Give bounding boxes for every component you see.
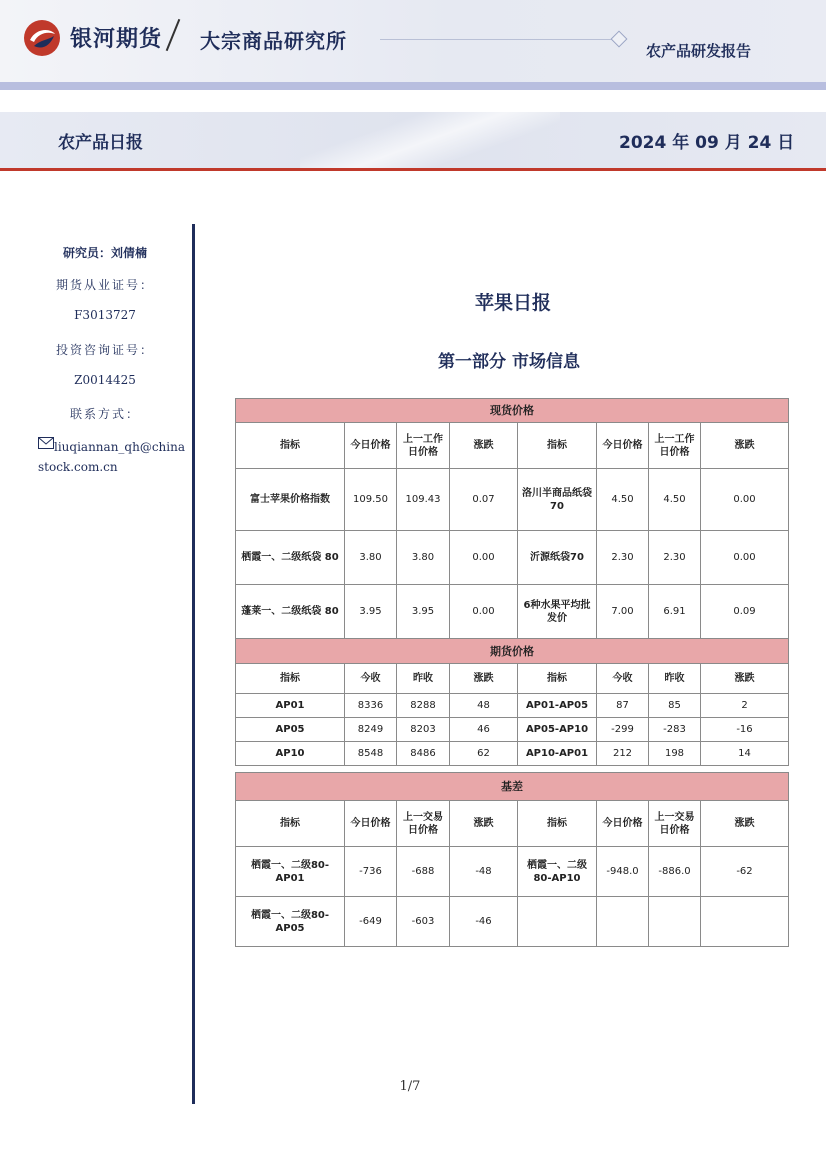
cell: 3.95 (397, 585, 450, 639)
section-title: 第一部分 市场信息 (438, 352, 580, 372)
cell: 8548 (345, 742, 397, 766)
cell: 46 (450, 718, 518, 742)
cell: 2 (701, 694, 789, 718)
table-header-row (236, 801, 789, 847)
table-row (236, 847, 789, 897)
header-cell: 涨跌 (701, 423, 789, 469)
header-cell: 涨跌 (701, 801, 789, 847)
cell: 栖霞一、二级80-AP05 (236, 897, 345, 947)
basis-table (235, 772, 789, 947)
futures-cert-number: F3013727 (74, 308, 136, 322)
header-cell: 上一工作日价格 (649, 423, 701, 469)
table-row (236, 585, 789, 639)
header-cell: 指标 (236, 801, 345, 847)
header-cell: 昨收 (397, 664, 450, 694)
cell: 2.30 (649, 531, 701, 585)
cell: 栖霞一、二级80-AP10 (518, 847, 597, 897)
table-row (236, 469, 789, 531)
cell: 85 (649, 694, 701, 718)
cell (701, 897, 789, 947)
header-cell: 指标 (236, 423, 345, 469)
page-number: 1/7 (399, 1079, 421, 1094)
cell: -649 (345, 897, 397, 947)
cell: 109.50 (345, 469, 397, 531)
cell: -603 (397, 897, 450, 947)
cell: 14 (701, 742, 789, 766)
consult-cert-label: 投资咨询证号： (55, 343, 154, 357)
cell: -299 (597, 718, 649, 742)
table-row (236, 897, 789, 947)
cell: 109.43 (397, 469, 450, 531)
cell: 栖霞一、二级80-AP01 (236, 847, 345, 897)
cell: 2.30 (597, 531, 649, 585)
researcher-name: 研究员：刘倩楠 (62, 246, 147, 260)
company-name: 银河期货 (70, 27, 163, 52)
header-cell: 今收 (597, 664, 649, 694)
header-cell: 今日价格 (345, 423, 397, 469)
table-row (236, 718, 789, 742)
table-header-row (236, 664, 789, 694)
header-stripe (0, 82, 826, 90)
cell: AP05-AP10 (518, 718, 597, 742)
futures-price-table (235, 638, 789, 766)
cell: 沂源纸袋70 (518, 531, 597, 585)
cell: AP10 (236, 742, 345, 766)
cell: 4.50 (649, 469, 701, 531)
cell: 6种水果平均批发价 (518, 585, 597, 639)
cell: 7.00 (597, 585, 649, 639)
cell: 洛川半商品纸袋70 (518, 469, 597, 531)
cell: AP10-AP01 (518, 742, 597, 766)
table-row (236, 531, 789, 585)
cell: AP01 (236, 694, 345, 718)
cell: 富士苹果价格指数 (236, 469, 345, 531)
header-cell: 今收 (345, 664, 397, 694)
subheader-decoration (300, 112, 560, 168)
cell: 87 (597, 694, 649, 718)
header-cell: 上一交易日价格 (397, 801, 450, 847)
cell: 0.09 (701, 585, 789, 639)
cell: 8288 (397, 694, 450, 718)
header-cell: 涨跌 (450, 423, 518, 469)
cell: 蓬莱一、二级纸袋 80 (236, 585, 345, 639)
cell: 4.50 (597, 469, 649, 531)
cell: 8336 (345, 694, 397, 718)
sidebar-divider (192, 224, 195, 1104)
institute-name: 大宗商品研究所 (200, 29, 347, 53)
header-cell: 指标 (518, 801, 597, 847)
cell: -886.0 (649, 847, 701, 897)
cell (518, 897, 597, 947)
spot-price-table (235, 398, 789, 639)
cell: 3.95 (345, 585, 397, 639)
cell: 8249 (345, 718, 397, 742)
header-cell: 涨跌 (450, 801, 518, 847)
header-cell: 今日价格 (597, 423, 649, 469)
cell: 0.00 (450, 531, 518, 585)
basis-band-title: 基差 (236, 773, 789, 801)
table-row (236, 694, 789, 718)
header-cell: 昨收 (649, 664, 701, 694)
header-cell: 上一交易日价格 (649, 801, 701, 847)
document-title: 苹果日报 (474, 292, 551, 314)
cell: AP05 (236, 718, 345, 742)
cell: 0.00 (701, 531, 789, 585)
cell: -736 (345, 847, 397, 897)
header-cell: 今日价格 (345, 801, 397, 847)
cell: 8486 (397, 742, 450, 766)
galaxy-logo-icon (22, 18, 62, 58)
spot-band-title: 现货价格 (236, 399, 789, 423)
header-cell: 涨跌 (450, 664, 518, 694)
cell: 6.91 (649, 585, 701, 639)
cell: 3.80 (397, 531, 450, 585)
header-cell: 指标 (518, 423, 597, 469)
cell: 8203 (397, 718, 450, 742)
cell: 栖霞一、二级纸袋 80 (236, 531, 345, 585)
report-type: 农产品研发报告 (646, 42, 752, 60)
cell: 48 (450, 694, 518, 718)
header-cell: 指标 (236, 664, 345, 694)
header-cell: 指标 (518, 664, 597, 694)
report-name: 农产品日报 (58, 133, 143, 153)
cell: -46 (450, 897, 518, 947)
header-cell: 上一工作日价格 (397, 423, 450, 469)
cell: 0.00 (701, 469, 789, 531)
header-rule (380, 39, 620, 40)
futures-cert-label: 期货从业证号： (55, 278, 154, 292)
cell: -688 (397, 847, 450, 897)
red-divider (0, 168, 826, 171)
cell (597, 897, 649, 947)
header-cell: 涨跌 (701, 664, 789, 694)
cell (649, 897, 701, 947)
cell: -283 (649, 718, 701, 742)
consult-cert-number: Z0014425 (74, 373, 136, 387)
cell: 3.80 (345, 531, 397, 585)
cell: 212 (597, 742, 649, 766)
contact-label: 联系方式： (69, 407, 140, 421)
report-date: 2024 年 09 月 24 日 (619, 133, 795, 153)
cell: 0.00 (450, 585, 518, 639)
cell: -62 (701, 847, 789, 897)
cell: 62 (450, 742, 518, 766)
email-link[interactable]: liuqiannan_qh@chinastock.com.cn (38, 440, 185, 474)
cell: -948.0 (597, 847, 649, 897)
table-header-row (236, 423, 789, 469)
cell: -16 (701, 718, 789, 742)
cell: AP01-AP05 (518, 694, 597, 718)
cell: -48 (450, 847, 518, 897)
cell: 198 (649, 742, 701, 766)
futures-band-title: 期货价格 (236, 639, 789, 664)
cell: 0.07 (450, 469, 518, 531)
header-cell: 今日价格 (597, 801, 649, 847)
table-row (236, 742, 789, 766)
